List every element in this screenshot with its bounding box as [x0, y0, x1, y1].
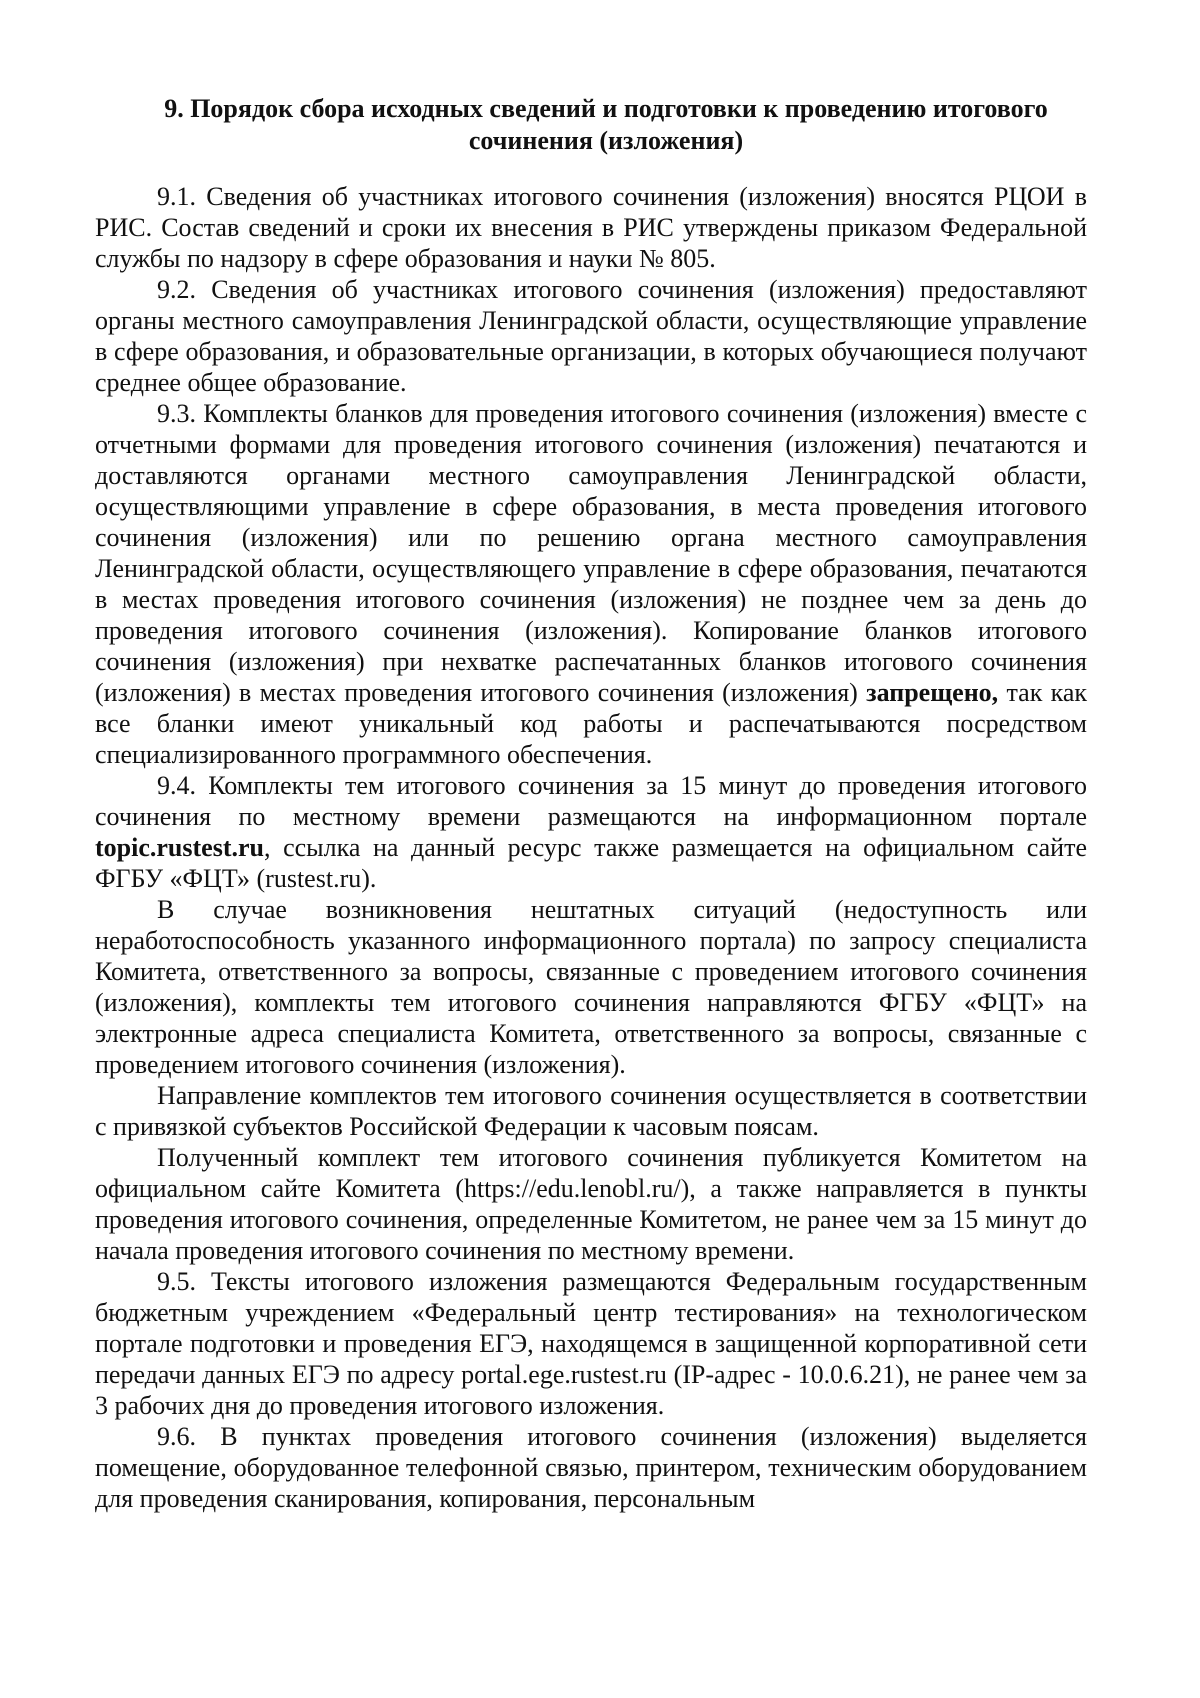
- paragraph-9-4-emergency: В случае возникновения нештатных ситуаций (недоступность или неработоспособность указанного информационного портала) по запросу специалиста Комитета, ответственного за вопросы, связанные с проведением итогового сочинения (изложения), комплекты тем итогового сочинения направляются ФГБУ «ФЦТ» на электронные адреса специалиста Комитета, ответственного за вопросы, связанные с проведением итогового сочинения (изложения).: [95, 895, 1087, 1079]
- paragraph-9-2: 9.2. Сведения об участниках итогового сочинения (изложения) предоставляют органы местного самоуправления Ленинградской области, осуществляющие управление в сфере образования, и образовательные организации, в которых обучающиеся получают среднее общее образование.: [95, 275, 1087, 397]
- paragraph-9-3-bold: запрещено,: [866, 678, 999, 707]
- paragraph-9-3-text-b: так как все бланки имеют уникальный код работы и распечатываются посредством специализированного программного обеспечения.: [95, 678, 1088, 769]
- section-heading: [95, 93, 1087, 157]
- paragraph-9-4-publication: Полученный комплект тем итогового сочинения публикуется Комитетом на официальном сайте Комитета (https://edu.lenobl.ru/), а также направляется в пункты проведения итогового сочинения, определенные Комитетом, не ранее чем за 15 минут до начала проведения итогового сочинения по местному времени.: [95, 1143, 1087, 1265]
- paragraph-9-4-direction: Направление комплектов тем итогового сочинения осуществляется в соответствии с привязкой субъектов Российской Федерации к часовым поясам.: [95, 1081, 1087, 1141]
- paragraph-9-1: 9.1. Сведения об участниках итогового сочинения (изложения) вносятся РЦОИ в РИС. Состав сведений и сроки их внесения в РИС утверждены приказом Федеральной службы по надзору в сфере образования и науки № 805.: [95, 182, 1087, 273]
- paragraph-9-6: 9.6. В пунктах проведения итогового сочинения (изложения) выделяется помещение, оборудованное телефонной связью, принтером, техническим оборудованием для проведения сканирования, копирования, персональным: [95, 1422, 1087, 1513]
- paragraph-9-4-link-bold: topic.rustest.ru: [95, 833, 264, 862]
- heading-line-2: сочинения (изложения): [468, 126, 744, 155]
- heading-line-1: 9. Порядок сбора исходных сведений и подготовки к проведению итогового: [164, 94, 1048, 123]
- paragraph-9-4-text-a: 9.4. Комплекты тем итогового сочинения за 15 минут до проведения итогового сочинения по местному времени размещаются на информационном портале: [95, 771, 1087, 831]
- paragraph-9-3-text-a: 9.3. Комплекты бланков для проведения итогового сочинения (изложения) вместе с отчетными формами для проведения итогового сочинения (изложения) печатаются и доставляются органами местного самоуправления Ленинградской области, осуществляющими управление в сфере образования, в места проведения итогового сочинения (изложения) или по решению органа местного самоуправления Ленинградской области, осуществляющего управление в сфере образования, печатаются в местах проведения итогового сочинения (изложения) не позднее чем за день до проведения итогового сочинения (изложения). Копирование бланков итогового сочинения (изложения) при нехватке распечатанных бланков итогового сочинения (изложения) в местах проведения итогового сочинения (изложения): [95, 399, 1087, 707]
- paragraph-9-4: [95, 770, 1087, 894]
- paragraph-9-5: 9.5. Тексты итогового изложения размещаются Федеральным государственным бюджетным учреждением «Федеральный центр тестирования» на технологическом портале подготовки и проведения ЕГЭ, находящемся в защищенной корпоративной сети передачи данных ЕГЭ по адресу portal.ege.rustest.ru (IP-адрес - 10.0.6.21), не ранее чем за 3 рабочих дня до проведения итогового изложения.: [95, 1267, 1087, 1420]
- paragraph-9-3: [95, 398, 1087, 770]
- paragraph-9-4-text-b: , ссылка на данный ресурс также размещается на официальном сайте ФГБУ «ФЦТ» (rustest.ru).: [95, 833, 1087, 893]
